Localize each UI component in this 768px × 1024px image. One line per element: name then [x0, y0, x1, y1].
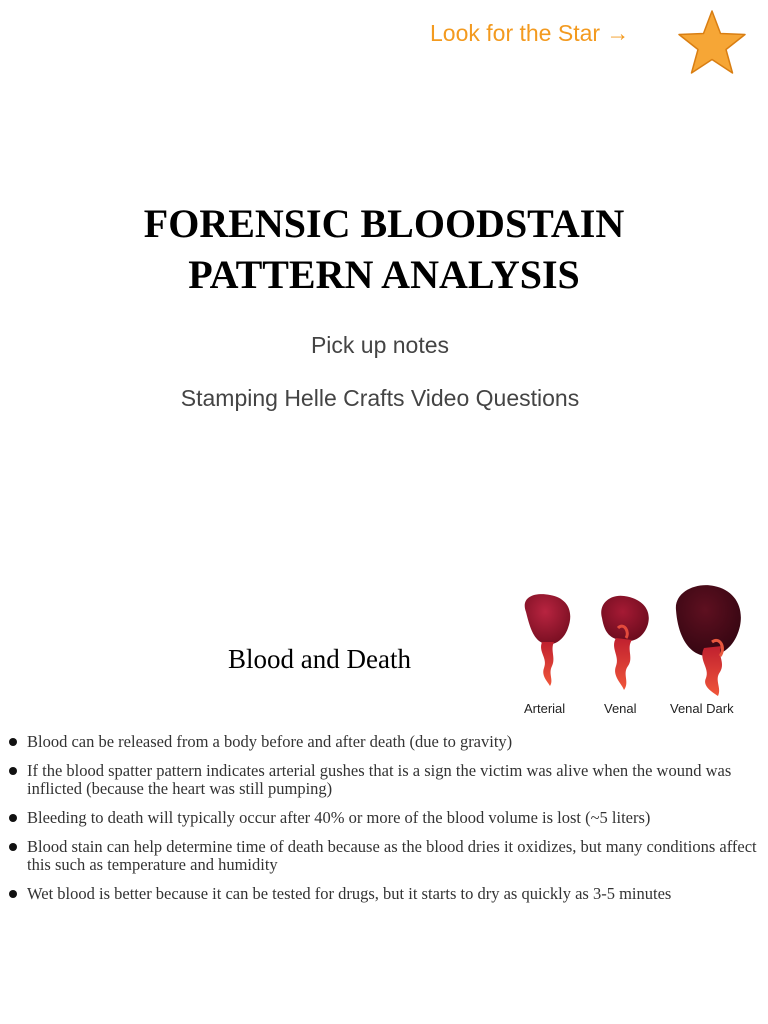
- list-item-text: Blood stain can help determine time of death because as the blood dries it oxidizes, but many conditions affect this such as temperature and humidity: [27, 837, 757, 874]
- bullet-dot-icon: [9, 814, 17, 822]
- bullet-dot-icon: [9, 767, 17, 775]
- list-item: [8, 885, 760, 903]
- list-item-text: Bleeding to death will typically occur after 40% or more of the blood volume is lost (~5 liters): [27, 808, 651, 827]
- bullet-dot-icon: [9, 843, 17, 851]
- arterial-drop: [525, 594, 571, 686]
- bullet-list: [8, 733, 760, 914]
- star-icon: [676, 8, 748, 76]
- drop-label-arterial: Arterial: [524, 701, 566, 716]
- subtitle-video-questions: Stamping Helle Crafts Video Questions: [180, 385, 580, 411]
- list-item: [8, 733, 760, 751]
- list-item-text: If the blood spatter pattern indicates arterial gushes that is a sign the victim was alive when the wound was inflicted (because the heart was still pumping): [27, 761, 732, 798]
- bullet-dot-icon: [9, 738, 17, 746]
- list-item-text: Wet blood is better because it can be tested for drugs, but it starts to dry as quickly as 3-5 minutes: [27, 884, 672, 903]
- drop-label-venal: Venal: [604, 701, 637, 716]
- venal-drop: [601, 596, 649, 690]
- blood-drops-figure: [506, 582, 756, 722]
- list-item: [8, 809, 760, 827]
- list-item: [8, 838, 760, 874]
- page-title-line-1: FORENSIC BLOODSTAIN: [143, 201, 625, 246]
- drop-label-venal-dark: Venal Dark: [670, 701, 734, 716]
- venal-dark-drop: [676, 585, 741, 696]
- page-title-line-2: PATTERN ANALYSIS: [188, 252, 580, 297]
- star-hint-text: Look for the Star →: [430, 20, 630, 46]
- section-heading: Blood and Death: [228, 644, 411, 674]
- bullet-dot-icon: [9, 890, 17, 898]
- list-item-text: Blood can be released from a body before and after death (due to gravity): [27, 732, 513, 751]
- list-item: [8, 762, 760, 798]
- page-title: [0, 198, 768, 300]
- subtitle-pick-up-notes: Pick up notes: [310, 332, 450, 358]
